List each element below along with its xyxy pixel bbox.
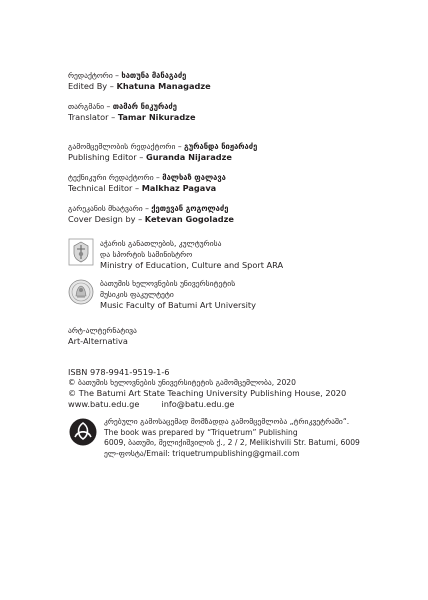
isbn: ISBN 978-9941-9519-1-6 (68, 367, 170, 377)
credit-role-ka: ტექნიკური რედაქტორი – (68, 173, 160, 182)
credit-role-ka: გამომცემლობის რედაქტორი – (68, 142, 182, 151)
faculty-name-en: Music Faculty of Batumi Art University (100, 300, 256, 310)
faculty-block (68, 277, 408, 311)
credit-name-ka: თამარ ნიკურაძე (112, 102, 177, 111)
credit-name-ka: გურანდა ნიჟარაძე (184, 142, 258, 151)
ministry-name-ka: აჭარის განათლების, კულტურისა (100, 239, 222, 248)
ministry-block (68, 237, 408, 271)
credit-name-en: Guranda Nijaradze (145, 152, 232, 162)
faculty-seal-icon (68, 278, 94, 306)
publisher-block (68, 417, 408, 459)
credit-publishing-editor (68, 141, 408, 163)
publisher-note-en: The book was prepared by “Triquetrum” Publishing (104, 427, 298, 437)
credit-role-en: Cover Design by – (68, 214, 143, 224)
colophon-page (68, 70, 408, 459)
credit-cover-design (68, 203, 408, 225)
website-link[interactable]: www.batu.edu.ge (68, 398, 140, 409)
credit-name-en: Khatuna Managadze (116, 81, 211, 91)
credit-name-en: Malkhaz Pagava (141, 183, 217, 193)
credit-name-ka: ქეთევან გოგოლაძე (151, 204, 229, 213)
credit-role-en: Translator – (68, 112, 116, 122)
contact-line (68, 399, 408, 410)
ministry-emblem-icon (68, 238, 94, 266)
credit-role-ka: გარეკანის მხატვარი – (68, 204, 149, 213)
credit-name-ka: მალხაზ ფალავა (162, 173, 226, 182)
credit-role-ka: რედაქტორი – (68, 71, 119, 80)
credit-role-en: Edited By – (68, 81, 114, 91)
credit-translator (68, 101, 408, 123)
ministry-name-en: Ministry of Education, Culture and Sport ARA (100, 260, 284, 270)
credit-role-en: Technical Editor – (68, 183, 140, 193)
series-block (68, 325, 408, 347)
credit-role-en: Publishing Editor – (68, 152, 144, 162)
triquetra-logo-icon (68, 417, 98, 447)
credit-name-en: Tamar Nikuradze (117, 112, 196, 122)
email-link[interactable]: info@batu.edu.ge (161, 398, 235, 409)
faculty-name-ka: ბათუმის ხელოვნების უნივერსიტეტის (100, 279, 236, 288)
credit-name-en: Ketevan Gogoladze (144, 214, 234, 224)
credit-technical-editor (68, 172, 408, 194)
copyright-ka: © ბათუმის ხელოვნების უნივერსიტეტის გამომცემლობა, 2020 (68, 377, 296, 387)
credit-name-ka: ხათუნა მანაგაძე (121, 71, 187, 80)
faculty-name-ka-2: მუსიკის ფაკულტეტი (100, 290, 174, 299)
copyright-en: © The Batumi Art State Teaching University Publishing House, 2020 (68, 388, 347, 399)
credit-role-ka: თარგმანი – (68, 102, 111, 111)
publisher-email[interactable]: ელ-ფოსტა/Email: triquetrumpublishing@gmail.com (104, 448, 300, 458)
imprint-block (68, 367, 408, 409)
series-name-en: Art-Alternativa (68, 336, 128, 346)
ministry-name-ka-2: და სპორტის სამინისტრო (100, 250, 193, 259)
series-name-ka: არტ-ალტერნატივა (68, 326, 137, 335)
publisher-note-ka: კრებული გამოსაცემად მომზადდა გამომცემლობა „ტრიკვეტრაში“. (104, 417, 350, 427)
credit-editor (68, 70, 408, 92)
publisher-address: 6009, ბათუმი, მელიქიშვილის ქ., 2 / 2, Melikishvili Str. Batumi, 6009 (104, 438, 360, 448)
